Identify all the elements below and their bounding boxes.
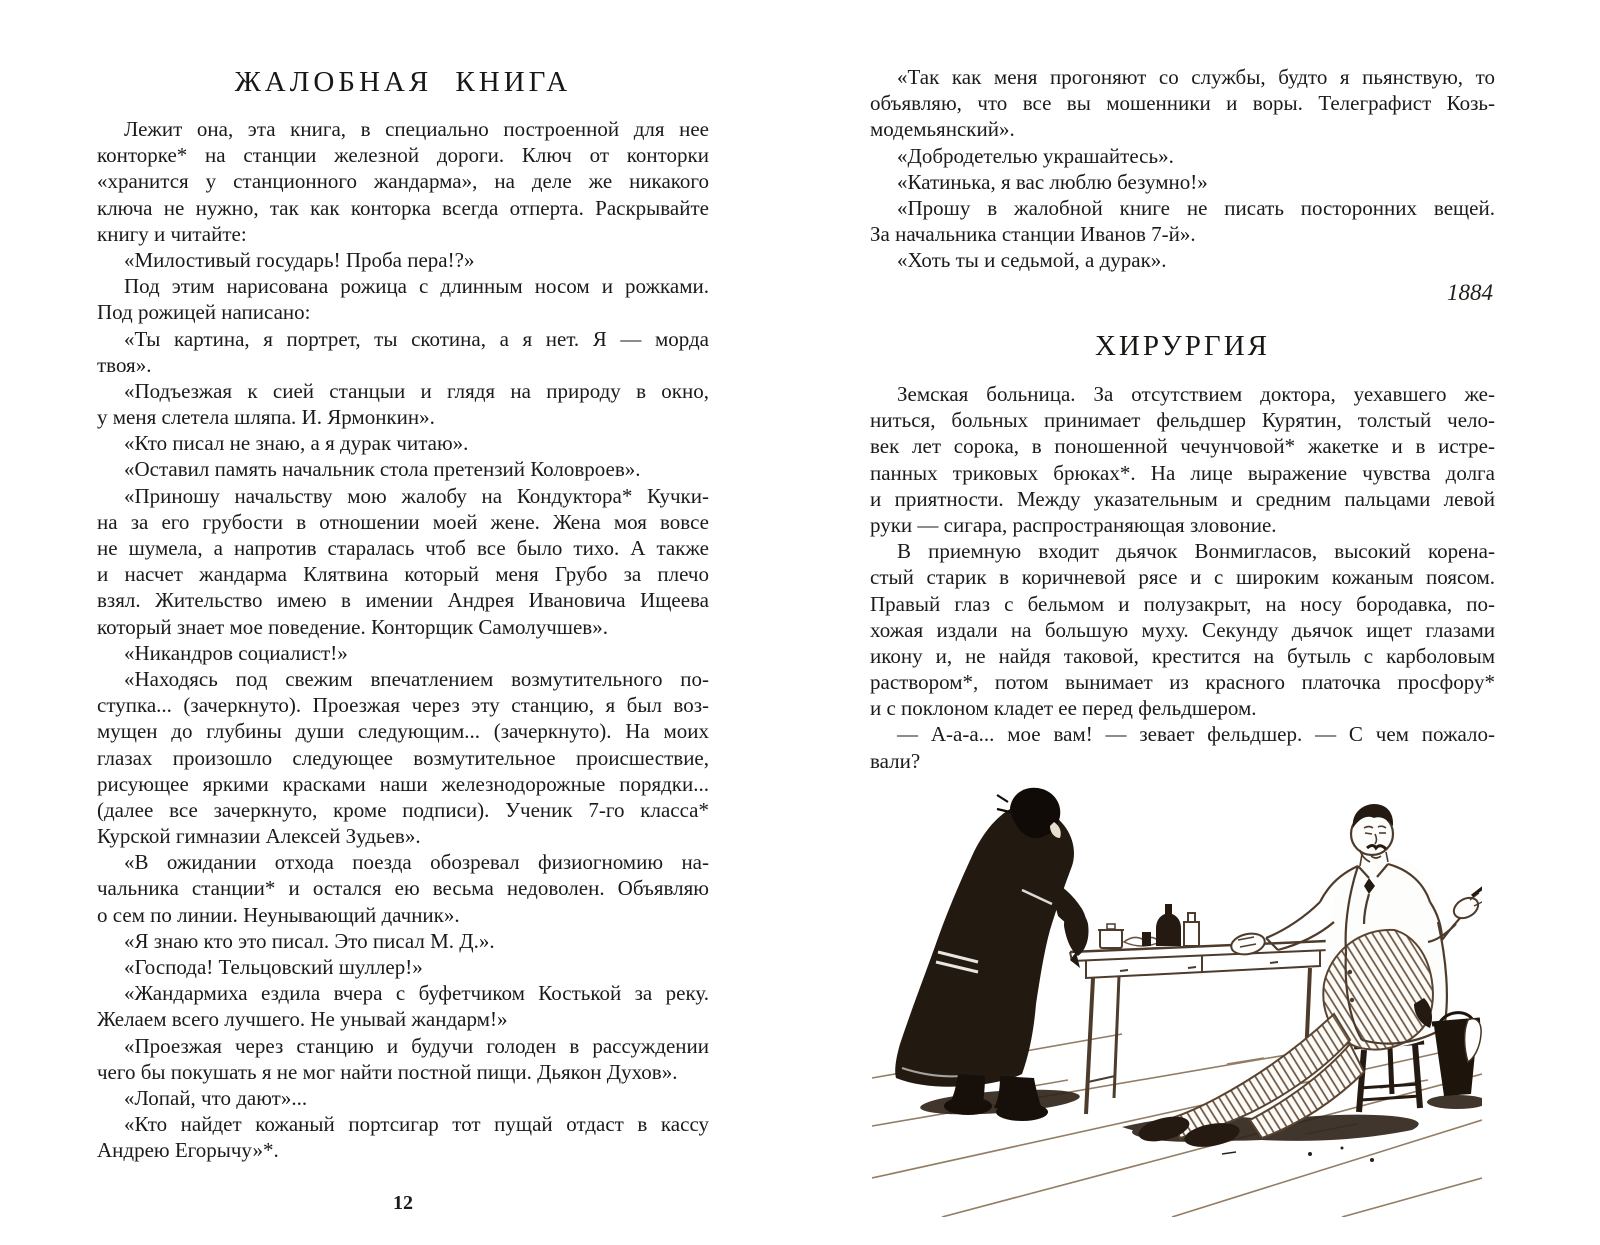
text-line: Под этим нарисована рожица с длинным носом и рожками. [124, 274, 709, 299]
deacon-figure [895, 788, 1088, 1121]
left-page [97, 0, 709, 1245]
text-line: ступка... (зачеркнуто). Проезжая через эту станцию, я был воз- [97, 693, 709, 718]
story-illustration [872, 782, 1482, 1217]
text-line: «хранится у станционного жандарма», на деле же никакого [97, 169, 709, 194]
text-line: «Ты картина, я портрет, ты скотина, а я нет. Я — морда [124, 326, 709, 351]
floor-flecks [1222, 1147, 1374, 1163]
text-line: модемьянский». [870, 117, 1015, 142]
text-line: ключа не нужно, так как конторка всегда отперта. Раскрывайте [97, 195, 709, 220]
text-line: «Находясь под свежим впечатлением возмутительного по- [124, 666, 709, 691]
right-page-continuation-text [870, 64, 1495, 274]
text-line: «Жандармиха ездила вчера с буфетчиком Костькой за реку. [124, 981, 709, 1006]
text-line: и приятности. Между указательным и средним пальцами левой [870, 486, 1495, 511]
text-line: чего бы покушать я не мог найти постной пищи. Дьякон Духов». [97, 1059, 678, 1084]
story-title-right: ХИРУРГИЯ [1094, 330, 1270, 362]
bucket [1432, 1013, 1481, 1096]
text-line: «Подъезжая к сией станцыи и глядя на природу в окно, [124, 378, 709, 403]
text-line: Лежит она, эта книга, в специально построенной для нее [124, 117, 709, 141]
text-line: — А-а-а... мое вам! — зевает фельдшер. — С чем пожало- [897, 722, 1495, 747]
text-line: Земская больница. За отсутствием доктора, уехавшего же- [897, 382, 1495, 406]
text-line: ниться, больных принимает фельдшер Курятин, толстый чело- [870, 408, 1495, 433]
text-line: на за его грубости в отношении моей жене. Жена моя вовсе [97, 509, 709, 534]
illustration-drawing [872, 782, 1482, 1217]
text-line: «Милостивый государь! Проба пера!?» [124, 247, 475, 272]
right-page-body-text [870, 381, 1495, 774]
text-line: «Добродетелью украшайтесь». [897, 143, 1174, 168]
text-line: конторке* на станции железной дороги. Ключ от конторки [97, 143, 709, 168]
text-line: «Лопай, что дают»... [124, 1085, 308, 1110]
text-line: руки — сигара, распространяющая зловоние. [870, 512, 1277, 537]
text-line: Курской гимназии Алексей Зудьев». [97, 824, 421, 849]
text-line: Андрею Егорычу»*. [97, 1138, 279, 1163]
text-line: глазах произошло следующее возмутительное происшествие, [97, 745, 709, 770]
text-line: мущен до глубины души следующим... (зачеркнуто). На моих [97, 719, 709, 744]
text-line: хожая издали на большую муху. Секунду дьячок ищет глазами [870, 617, 1495, 642]
text-line: книгу и читайте: [97, 221, 247, 246]
text-line: «Господа! Тельцовский шуллер!» [124, 955, 423, 979]
stool [1354, 1041, 1424, 1112]
right-page [870, 0, 1495, 1245]
text-line: взял. Жительство имею в имении Андрея Ивановича Ищеева [97, 588, 709, 613]
left-page-text [97, 116, 709, 1164]
text-line: твоя». [97, 352, 152, 377]
text-line: чальника станции* и остался ею весьма недоволен. Объявляю [97, 876, 709, 901]
text-line: и с поклоном кладет ее перед фельдшером. [870, 696, 1257, 721]
text-line: «Катинька, я вас люблю безумно!» [897, 169, 1208, 194]
text-line: Желаем всего лучшего. Не унывай жандарм!» [97, 1007, 508, 1032]
text-line: «Оставил память начальник стола претензий Коловроев». [124, 457, 641, 482]
text-line: «В ожидании отхода поезда обозревал физиогномию на- [124, 850, 709, 875]
text-line: объявляю, что все вы мошенники и воры. Телеграфист Козь- [870, 91, 1495, 116]
text-line: «Так как меня прогоняют со службы, будто я пьянствую, то [897, 65, 1495, 89]
text-line: За начальника станции Иванов 7-й». [870, 222, 1196, 247]
page-number: 12 [393, 1192, 413, 1214]
text-line: который знает мое поведение. Конторщик Самолучшев». [97, 614, 608, 639]
text-line: «Проезжая через станцию и будучи голоден в рассуждении [124, 1033, 709, 1058]
text-line: раствором*, потом вынимает из красного платочка просфору* [870, 670, 1495, 695]
text-line: «Никандров социалист!» [124, 640, 348, 665]
story-title-left: ЖАЛОБНАЯ КНИГА [234, 66, 572, 98]
text-line: панных триковых брюках*. На лице выражение чувства долга [870, 460, 1495, 485]
text-line: (далее все зачеркнуто, кроме подписи). Ученик 7-го класса* [97, 797, 709, 822]
story-date: 1884 [1447, 280, 1493, 305]
text-line: Под рожицей написано: [97, 300, 311, 325]
text-line: век лет сорока, в поношенной чечунчовой* жакетке и в истре- [870, 434, 1495, 459]
text-line: «Приношу начальству мою жалобу на Кондуктора* Кучки- [124, 483, 709, 508]
text-line: «Хоть ты и седьмой, а дурак». [897, 248, 1167, 273]
text-line: о сем по линии. Неунывающий дачник». [97, 902, 460, 927]
text-line: «Кто писал не знаю, а я дурак читаю». [124, 431, 469, 456]
text-line: «Прошу в жалобной книге не писать посторонних вещей. [897, 195, 1495, 220]
text-line: вали? [870, 748, 921, 773]
text-line: «Кто найдет кожаный портсигар тот пущай отдаст в кассу [124, 1112, 709, 1137]
text-line: стый старик в коричневой рясе и с широким кожаным поясом. [870, 565, 1495, 590]
text-line: и насчет жандарма Клятвина который меня Грубо за плечо [97, 562, 709, 587]
text-line: рисующее яркими красками наши железнодорожные порядки... [97, 771, 709, 796]
text-line: не шумела, а напротив старалась чтоб все было тихо. А также [97, 536, 709, 560]
medicine-bottles [1098, 904, 1199, 948]
text-line: В приемную входит дьячок Вонмигласов, высокий корена- [897, 539, 1495, 564]
text-line: «Я знаю кто это писал. Это писал М. Д.». [124, 928, 495, 953]
text-line: икону и, не найдя таковой, крестится на бутыль с карболовым [870, 643, 1495, 668]
text-line: у меня слетела шляпа. И. Ярмонкин». [97, 405, 435, 430]
text-line: Правый глаз с бельмом и полузакрыт, на носу бородавка, по- [870, 591, 1495, 616]
